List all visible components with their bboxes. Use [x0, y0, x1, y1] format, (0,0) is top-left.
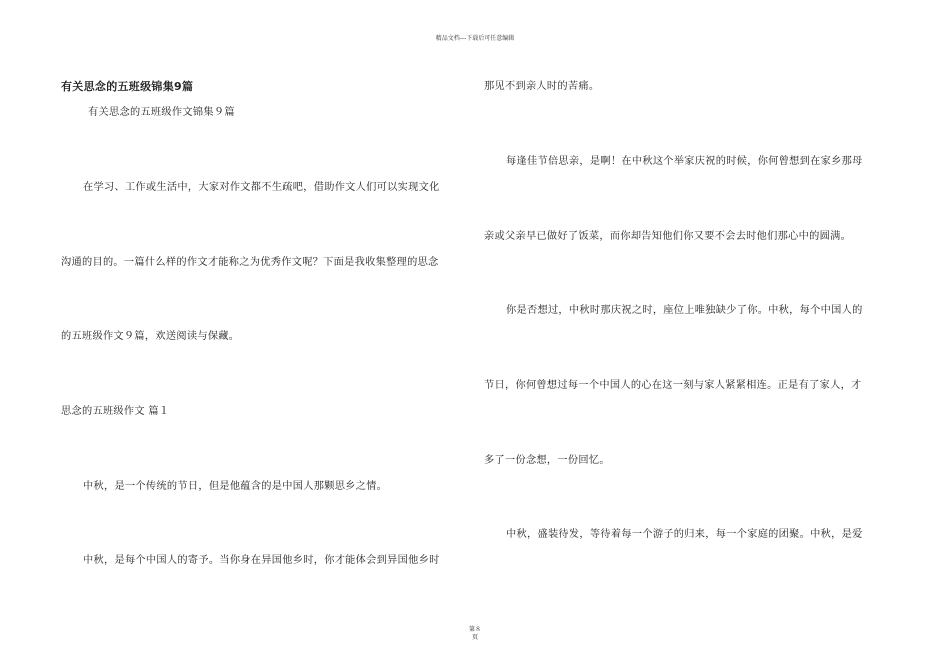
page-number-suffix: 页 — [471, 634, 478, 641]
document-title: 有关思念的五班级锦集9篇 — [61, 80, 194, 93]
paragraph-line: 亲或父亲早已做好了饭菜，而你却告知他们你又要不会去时他们那心中的圆满。 — [484, 231, 852, 242]
paragraph-line: 那见不到亲人时的苦痛。 — [484, 81, 600, 92]
paragraph-line: 多了一份念想，一份回忆。 — [484, 455, 610, 466]
page-number-label: 第８ — [468, 626, 481, 633]
document-header: 精品文档---下载后可任意编辑 — [435, 35, 515, 42]
paragraph-line: 在学习、工作或生活中，大家对作文都不生疏吧，借助作文人们可以实现文化 — [83, 182, 440, 193]
paragraph-line: 沟通的目的。一篇什么样的作文才能称之为优秀作文呢？下面是我收集整理的思念 — [61, 257, 439, 268]
paragraph-line: 节日，你何曾想过每一个中国人的心在这一刻与家人紧紧相连。正是有了家人，才 — [484, 380, 862, 391]
paragraph-line: 中秋，是一个传统的节日，但是他蕴含的是中国人那颗思乡之情。 — [83, 481, 388, 492]
paragraph-line: 中秋，是每个中国人的寄予。当你身在异国他乡时，你才能体会到异国他乡时 — [83, 555, 440, 566]
document-subtitle: 有关思念的五班级作文锦集９篇 — [88, 107, 235, 118]
page-number — [460, 626, 490, 642]
paragraph-line: 的五班级作文９篇，欢送阅读与保藏。 — [61, 331, 240, 342]
paragraph-line: 中秋，盛装待发，等待着每一个游子的归来，每一个家庭的团聚。中秋，是爱 — [506, 529, 863, 540]
section-heading: 思念的五班级作文 篇１ — [61, 406, 170, 417]
paragraph-line: 你是否想过，中秋时那庆祝之时，座位上唯独缺少了你。中秋，每个中国人的 — [506, 305, 863, 316]
paragraph-line: 每逢佳节倍思亲，是啊！在中秋这个举家庆祝的时候，你何曾想到在家乡那母 — [506, 156, 863, 167]
